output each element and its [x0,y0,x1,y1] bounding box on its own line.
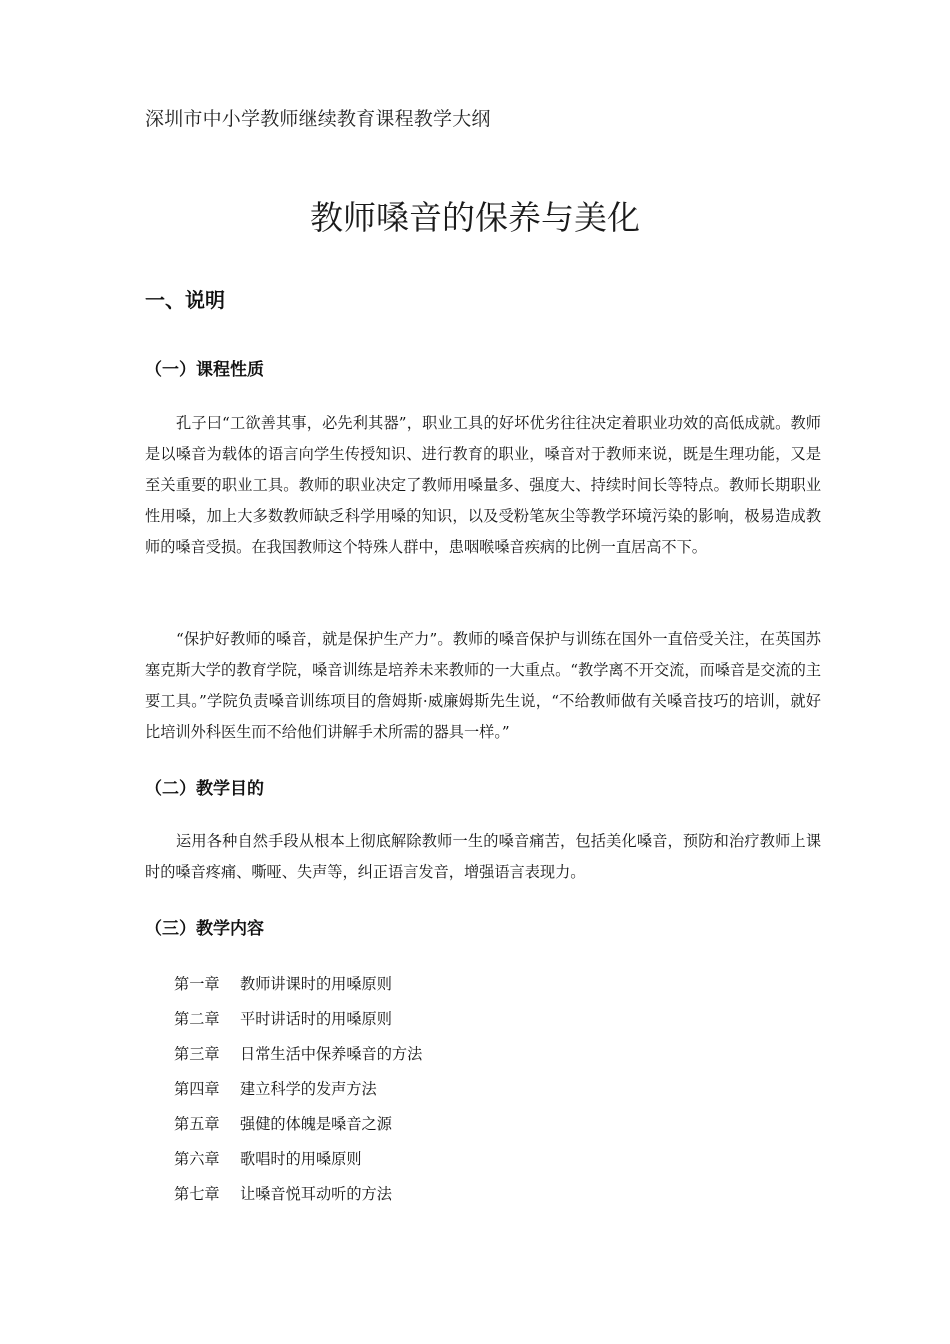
chapter-title: 平时讲话时的用嗓原则 [240,1010,392,1028]
chapter-number: 第四章 [174,1080,220,1098]
section-heading: 一、说明 [145,288,225,312]
chapter-item [174,1004,422,1039]
chapter-number: 第二章 [174,1010,220,1028]
paragraph-purpose: 运用各种自然手段从根本上彻底解除教师一生的嗓音痛苦，包括美化嗓音，预防和治疗教师上课时的嗓音疼痛、嘶哑、失声等，纠正语言发音，增强语言表现力。 [145,832,821,881]
chapter-title: 强健的体魄是嗓音之源 [240,1115,392,1133]
paragraph-nature-1: 孔子曰“工欲善其事，必先利其器”，职业工具的好坏优劣往往决定着职业功效的高低成就。教师是以嗓音为载体的语言向学生传授知识、进行教育的职业，嗓音对于教师来说，既是生理功能，又是至关重要的职业工具。教师的职业决定了教师用嗓量多、强度大、持续时间长等特点。教师长期职业性用嗓，加上大多数教师缺乏科学用嗓的知识，以及受粉笔灰尘等教学环境污染的影响，极易造成教师的嗓音受损。在我国教师这个特殊人群中，患咽喉嗓音疾病的比例一直居高不下。 [145,414,821,556]
chapter-item [174,1074,422,1109]
subsection-heading-content: （三）教学内容 [145,919,264,939]
chapter-title: 建立科学的发声方法 [240,1080,377,1098]
paragraph-nature-2: “保护好教师的嗓音，就是保护生产力”。教师的嗓音保护与训练在国外一直倍受关注，在英国苏塞克斯大学的教育学院，嗓音训练是培养未来教师的一大重点。“教学离不开交流，而嗓音是交流的主要工具。”学院负责嗓音训练项目的詹姆斯·威廉姆斯先生说，“不给教师做有关嗓音技巧的培训，就好比培训外科医生而不给他们讲解手术所需的器具一样。” [145,630,822,741]
chapter-number: 第六章 [174,1150,220,1168]
chapter-number: 第三章 [174,1045,220,1063]
chapter-item [174,1144,422,1179]
series-header: 深圳市中小学教师继续教育课程教学大纲 [145,108,491,130]
document-title: 教师嗓音的保养与美化 [310,198,640,237]
chapter-number: 第五章 [174,1115,220,1133]
chapter-item [174,1039,422,1074]
chapter-number: 第一章 [174,975,220,993]
subsection-heading-nature: （一）课程性质 [145,360,264,380]
subsection-heading-purpose: （二）教学目的 [145,779,264,799]
chapter-item [174,969,422,1004]
chapter-title: 教师讲课时的用嗓原则 [240,975,392,993]
chapter-title: 让嗓音悦耳动听的方法 [240,1185,392,1203]
chapter-item [174,1179,422,1214]
chapter-list [174,969,422,1214]
chapter-title: 歌唱时的用嗓原则 [240,1150,362,1168]
chapter-item [174,1109,422,1144]
chapter-number: 第七章 [174,1185,220,1203]
chapter-title: 日常生活中保养嗓音的方法 [240,1045,423,1063]
